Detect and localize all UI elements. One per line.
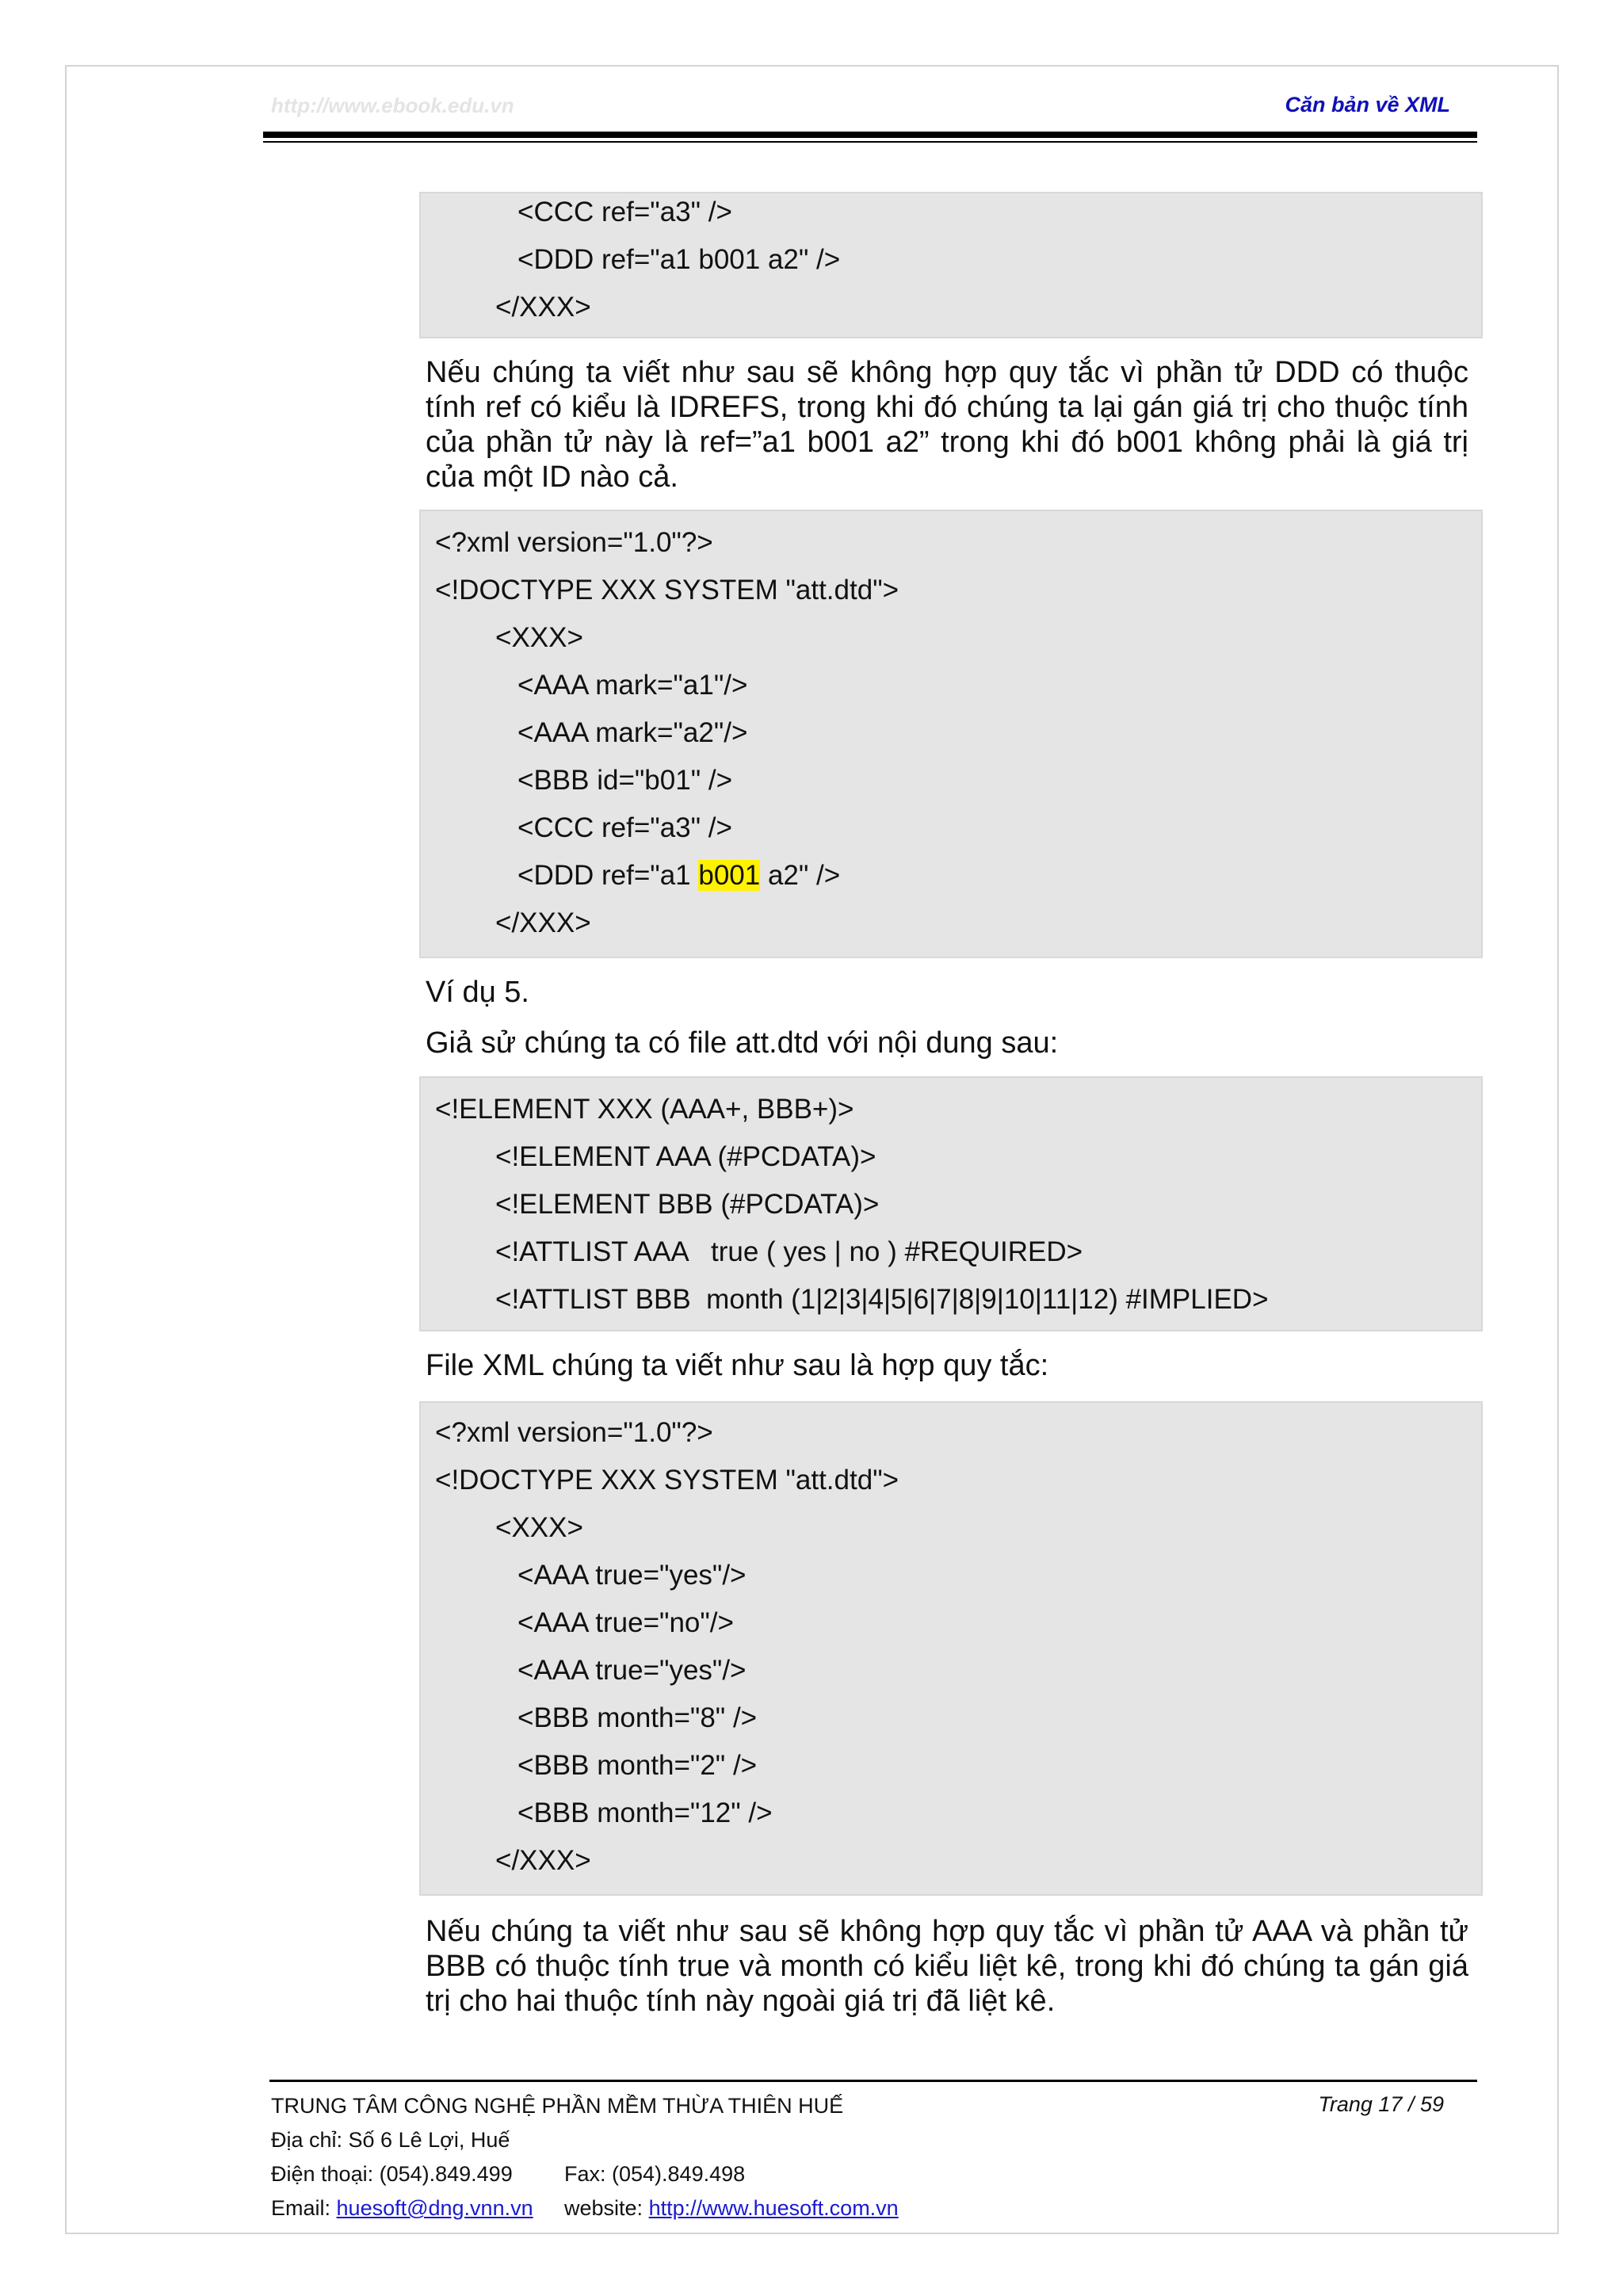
paragraph-line: BBB có thuộc tính true và month có kiểu liệt kê, trong khi đó chúng ta gán giá bbox=[426, 1950, 1468, 1983]
code-line: <BBB month="8" /> bbox=[517, 1702, 758, 1733]
code-line: <!ATTLIST BBB month (1|2|3|4|5|6|7|8|9|10|11|12) #IMPLIED> bbox=[495, 1284, 1269, 1315]
footer-phone: Điện thoại: (054).849.499 bbox=[271, 2162, 513, 2186]
code-block-4 bbox=[419, 1401, 1483, 1896]
paragraph-line: trị cho hai thuộc tính này ngoài giá trị đã liệt kê. bbox=[426, 1985, 1056, 2018]
code-line: <DDD ref="a1 b001 a2" /> bbox=[517, 244, 841, 275]
code-line: </XXX> bbox=[495, 292, 591, 323]
header-rule bbox=[263, 132, 1477, 138]
code-line: </XXX> bbox=[495, 907, 591, 938]
code-line: <CCC ref="a3" /> bbox=[517, 197, 732, 227]
code-line: <!DOCTYPE XXX SYSTEM "att.dtd"> bbox=[435, 1465, 899, 1496]
valid-intro: File XML chúng ta viết như sau là hợp quy tắc: bbox=[426, 1349, 1049, 1382]
code-line: <?xml version="1.0"?> bbox=[435, 1417, 713, 1448]
footer-fax: Fax: (054).849.498 bbox=[564, 2162, 746, 2186]
footer-website bbox=[564, 2195, 899, 2222]
code-block-2 bbox=[419, 510, 1483, 958]
website-label: website: bbox=[564, 2196, 649, 2220]
website-link[interactable]: http://www.huesoft.com.vn bbox=[648, 2196, 899, 2220]
header-title: Căn bản về XML bbox=[1285, 93, 1450, 117]
code-line: <AAA true="yes"/> bbox=[517, 1560, 747, 1591]
footer-address: Địa chỉ: Số 6 Lê Lợi, Huế bbox=[271, 2128, 510, 2152]
email-link[interactable]: huesoft@dng.vnn.vn bbox=[336, 2196, 533, 2220]
code-line: <!ELEMENT BBB (#PCDATA)> bbox=[495, 1189, 880, 1220]
header-rule-thin bbox=[263, 141, 1477, 143]
email-label: Email: bbox=[271, 2196, 337, 2220]
code-line: <!ELEMENT AAA (#PCDATA)> bbox=[495, 1141, 876, 1172]
header-url[interactable]: http://www.ebook.edu.vn bbox=[271, 94, 514, 117]
footer-email bbox=[271, 2195, 533, 2222]
code-line-highlighted bbox=[517, 860, 840, 892]
footer-org: TRUNG TÂM CÔNG NGHỆ PHẦN MỀM THỪA THIÊN HUẾ bbox=[271, 2094, 844, 2118]
example-label: Ví dụ 5. bbox=[426, 976, 529, 1009]
code-line: <!ATTLIST AAA true ( yes | no ) #REQUIRED> bbox=[495, 1236, 1083, 1267]
paragraph-line: của một ID nào cả. bbox=[426, 460, 678, 494]
example-intro: Giả sử chúng ta có file att.dtd với nội dung sau: bbox=[426, 1026, 1059, 1060]
code-line: </XXX> bbox=[495, 1845, 591, 1876]
paragraph-line: tính ref có kiểu là IDREFS, trong khi đó chúng ta lại gán giá trị cho thuộc tính bbox=[426, 391, 1468, 424]
page-number: Trang 17 / 59 bbox=[1318, 2092, 1444, 2116]
paragraph-line: của phần tử này là ref=”a1 b001 a2” trong khi đó b001 không phải là giá trị bbox=[426, 426, 1468, 459]
code-line: <BBB id="b01" /> bbox=[517, 765, 733, 796]
highlighted-text: b001 bbox=[698, 860, 761, 891]
code-line: <!DOCTYPE XXX SYSTEM "att.dtd"> bbox=[435, 575, 899, 606]
code-text: a2" /> bbox=[760, 860, 841, 891]
code-line: <AAA true="yes"/> bbox=[517, 1655, 747, 1686]
code-line: <XXX> bbox=[495, 622, 583, 653]
code-line: <?xml version="1.0"?> bbox=[435, 527, 713, 558]
code-line: <AAA mark="a1"/> bbox=[517, 670, 748, 701]
code-text: <DDD ref="a1 bbox=[517, 860, 699, 891]
code-line: <CCC ref="a3" /> bbox=[517, 812, 732, 843]
code-line: <!ELEMENT XXX (AAA+, BBB+)> bbox=[435, 1094, 854, 1125]
code-line: <AAA true="no"/> bbox=[517, 1607, 734, 1638]
code-line: <BBB month="2" /> bbox=[517, 1750, 758, 1781]
paragraph-line: Nếu chúng ta viết như sau sẽ không hợp quy tắc vì phần tử AAA và phần tử bbox=[426, 1915, 1468, 1948]
code-line: <XXX> bbox=[495, 1512, 583, 1543]
paragraph-1 bbox=[426, 355, 1468, 495]
paragraph-line: Nếu chúng ta viết như sau sẽ không hợp quy tắc vì phần tử DDD có thuộc bbox=[426, 356, 1468, 389]
code-line: <BBB month="12" /> bbox=[517, 1797, 773, 1828]
code-block-3 bbox=[419, 1076, 1483, 1331]
code-block-1 bbox=[419, 192, 1483, 338]
code-line: <AAA mark="a2"/> bbox=[517, 717, 748, 748]
paragraph-2 bbox=[426, 1914, 1468, 2019]
footer-rule bbox=[269, 2080, 1477, 2082]
